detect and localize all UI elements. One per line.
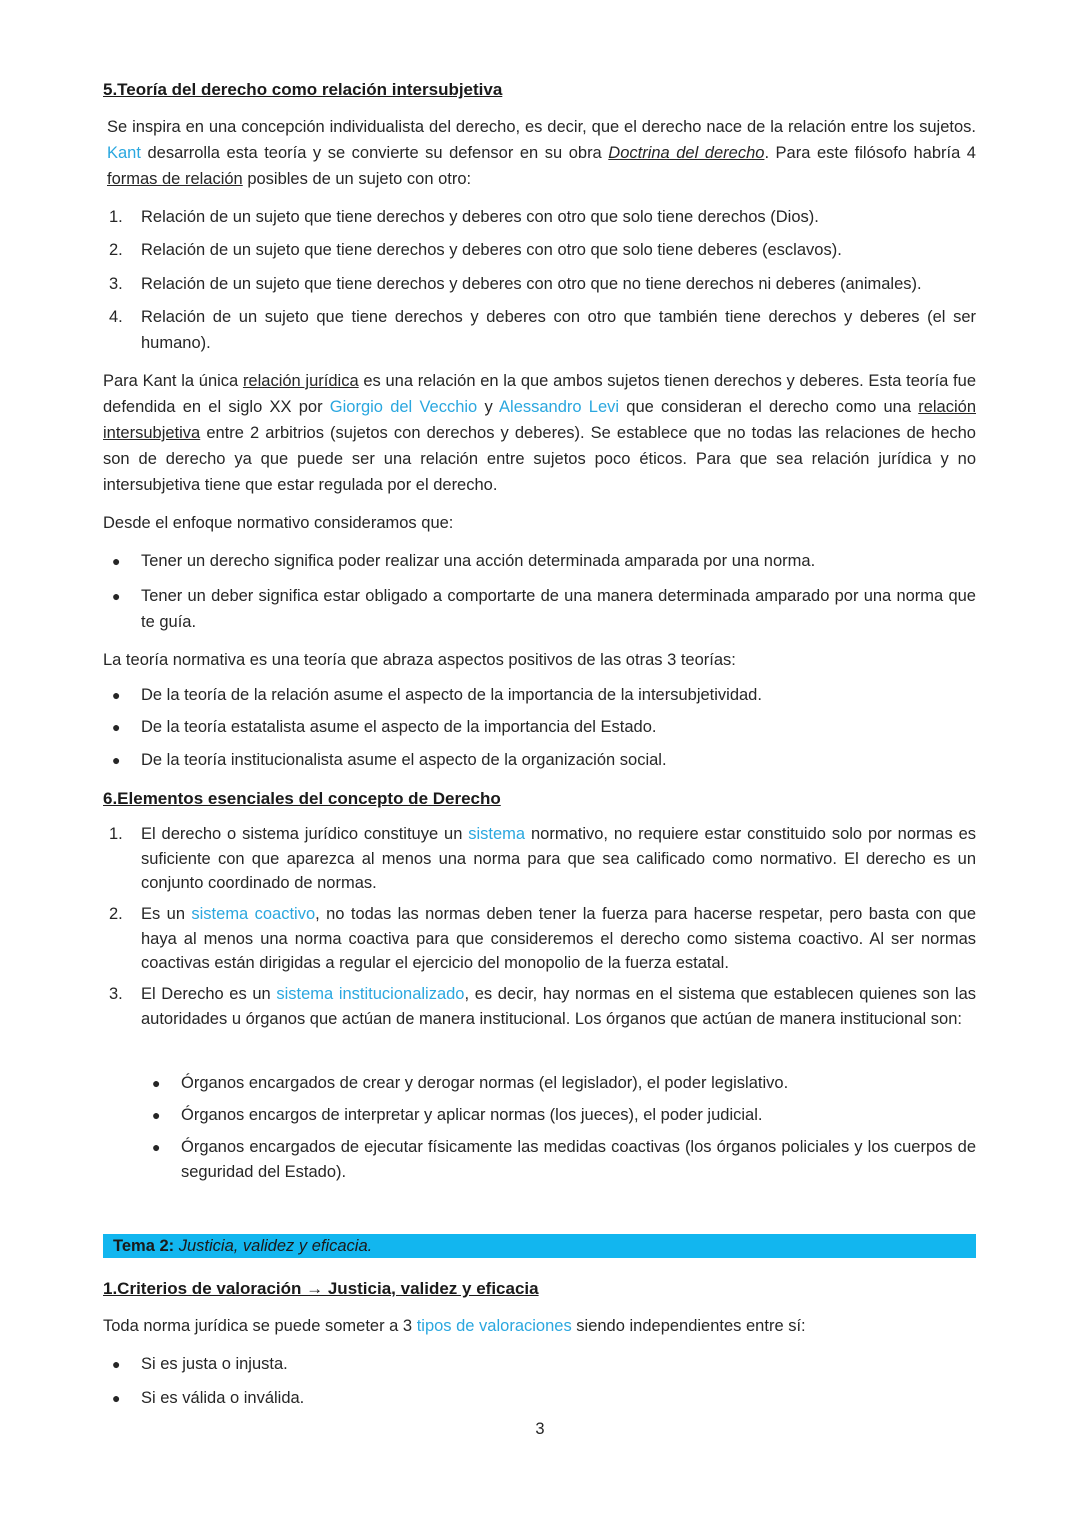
list-item: ● De la teoría institucionalista asume el aspecto de la organización social. (103, 747, 976, 773)
bullet-icon: ● (112, 553, 121, 569)
list-item: 4. Relación de un sujeto que tiene derechos y deberes con otro que también tiene derechos y deberes (el ser humano). (109, 308, 976, 352)
list-item: ● Si es válida o inválida. (103, 1385, 976, 1411)
list-item: 1. Relación de un sujeto que tiene derechos y deberes con otro que solo tiene derechos (Dios). (109, 208, 819, 226)
paragraph-teoria-normativa: La teoría normativa es una teoría que abraza aspectos positivos de las otras 3 teorías: (103, 651, 736, 669)
list-item: ● Tener un deber significa estar obligado a comportarte de una manera determinada amparado por una norma que te guía. (103, 583, 976, 635)
section-5-title: 5.Teoría del derecho como relación intersubjetiva (103, 80, 503, 99)
list-item: 2. Es un sistema coactivo, no todas las normas deben tener la fuerza para hacerse respetar, pero basta con que haya al menos una norma coactiva para que consideremos el derecho como sistema coactivo. Al ser normas coactivas están dirigidas a regular el ejercicio del monopolio de la fuerza estatal. (109, 905, 976, 972)
list-item: ● Órganos encargos de interpretar y aplicar normas (los jueces), el poder judicial. (103, 1102, 976, 1128)
bullet-icon: ● (152, 1107, 161, 1123)
bullet-icon: ● (152, 1139, 161, 1155)
paragraph-relacion-juridica: Para Kant la única relación jurídica es una relación en la que ambos sujetos tienen derechos y deberes. Esta teoría fue defendida en el siglo XX por Giorgio del Vecchio y Alessandro Levi que consideran el derecho como una relación intersubjetiva entre 2 arbitrios (sujetos con derechos y deberes). Se establece que no todas las relaciones de hecho son de derecho ya que puede ser una relación entre sujetos poco éticos. Para que sea relación jurídica y no intersubjetiva tiene que estar regulada por el derecho. (103, 372, 977, 494)
paragraph-enfoque: Desde el enfoque normativo consideramos que: (103, 514, 454, 532)
list-item: ● Órganos encargados de ejecutar físicamente las medidas coactivas (los órganos policiales y los cuerpos de seguridad del Estado). (103, 1135, 976, 1185)
section-6-title: 6.Elementos esenciales del concepto de Derecho (103, 789, 501, 808)
tema-2-section-1-title: 1.Criterios de valoración → Justicia, validez y eficacia (103, 1279, 539, 1298)
bullet-icon: ● (112, 687, 121, 703)
bullet-icon: ● (112, 719, 121, 735)
list-item: ● Tener un derecho significa poder realizar una acción determinada amparada por una norma. (103, 548, 976, 574)
page-number: 3 (535, 1420, 545, 1438)
tema-2-banner: Tema 2: Justicia, validez y eficacia. (103, 1234, 976, 1258)
paragraph-valoraciones: Toda norma jurídica se puede someter a 3 tipos de valoraciones siendo independientes entre sí: (103, 1317, 806, 1335)
bullet-icon: ● (112, 1390, 121, 1406)
link-kant: Kant (107, 144, 141, 162)
list-item: ● Órganos encargados de crear y derogar normas (el legislador), el poder legislativo. (103, 1070, 976, 1096)
paragraph-kant-intro: Se inspira en una concepción individualista del derecho, es decir, que el derecho nace de la relación entre los sujetos. Kant desarrolla esta teoría y se convierte su defensor en su obra Doctrina del derecho. Para este filósofo habría 4 formas de relación posibles de un sujeto con otro: (107, 118, 976, 188)
list-item: 1. El derecho o sistema jurídico constituye un sistema normativo, no requiere estar constituido solo por normas es suficiente con que aparezca al menos una norma para que sea calificado como normativo. El derecho es un conjunto coordinado de normas. (109, 825, 976, 892)
bullet-icon: ● (112, 1356, 121, 1372)
book-title: Doctrina del derecho (608, 144, 765, 162)
list-item: 3. El Derecho es un sistema institucionalizado, es decir, hay normas en el sistema que establecen quienes son las autoridades u órganos que actúan de manera institucional. Los órganos que actúan de manera institucional son: (109, 985, 976, 1028)
list-item: 2. Relación de un sujeto que tiene derechos y deberes con otro que solo tiene deberes (esclavos). (109, 241, 842, 259)
list-item: ● De la teoría estatalista asume el aspecto de la importancia del Estado. (103, 714, 976, 740)
bullet-icon: ● (112, 752, 121, 768)
list-item: 3. Relación de un sujeto que tiene derechos y deberes con otro que no tiene derechos ni deberes (animales). (109, 275, 922, 293)
list-item: ● De la teoría de la relación asume el aspecto de la importancia de la intersubjetividad. (103, 682, 976, 708)
list-item: ● Si es justa o injusta. (103, 1351, 976, 1377)
bullet-icon: ● (112, 588, 121, 604)
bullet-icon: ● (152, 1075, 161, 1091)
